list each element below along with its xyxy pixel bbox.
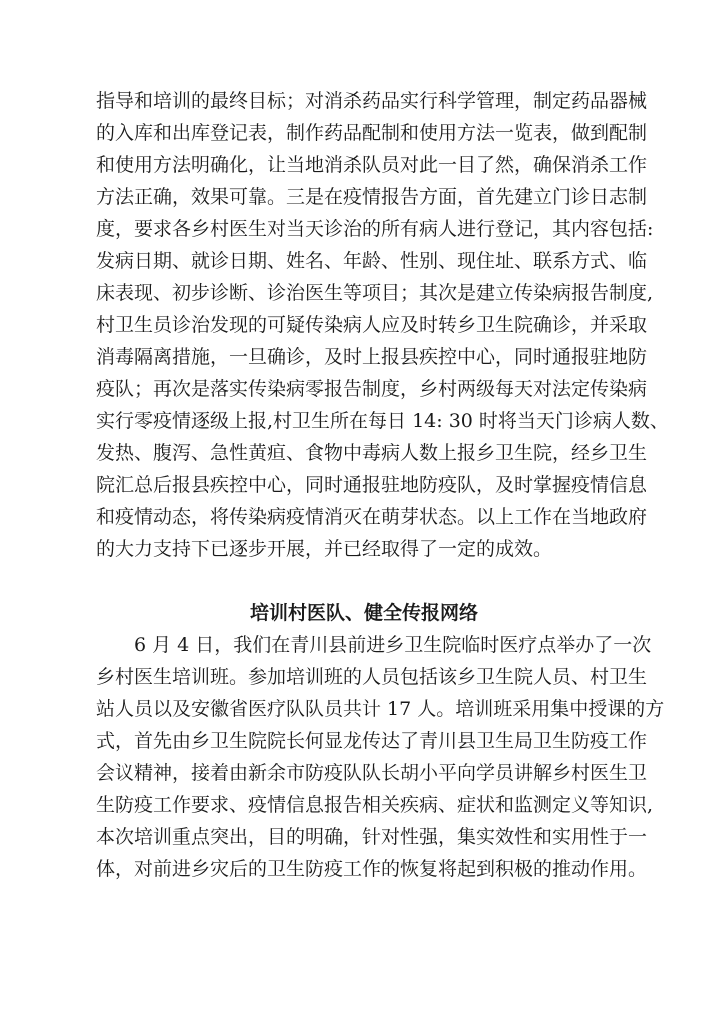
paragraph-1-line: 床表现、初步诊断、诊治医生等项目；其次是建立传染病报告制度, xyxy=(96,282,654,304)
paragraph-1-line: 村卫生员诊治发现的可疑传染病人应及时转乡卫生院确诊，并采取 xyxy=(96,314,648,336)
paragraph-2-line: 6 月 4 日，我们在青川县前进乡卫生院临时医疗点举办了一次 xyxy=(96,634,652,656)
paragraph-1-line: 发热、腹泻、急性黄疸、食物中毒病人数上报乡卫生院，经乡卫生 xyxy=(96,442,648,464)
paragraph-1-line: 发病日期、就诊日期、姓名、年龄、性别、现住址、联系方式、临 xyxy=(96,250,648,272)
paragraph-2-line: 体，对前进乡灾后的卫生防疫工作的恢复将起到积极的推动作用。 xyxy=(96,858,648,880)
paragraph-1-line: 和疫情动态，将传染病疫情消灭在萌芽状态。以上工作在当地政府 xyxy=(96,506,648,528)
section-heading: 培训村医队、健全传报网络 xyxy=(249,602,478,624)
paragraph-1-line: 指导和培训的最终目标；对消杀药品实行科学管理，制定药品器械 xyxy=(96,90,648,112)
paragraph-2-line: 站人员以及安徽省医疗队队员共计 17 人。培训班采用集中授课的方 xyxy=(96,698,665,720)
paragraph-1-line: 和使用方法明确化，让当地消杀队员对此一目了然，确保消杀工作 xyxy=(96,154,648,176)
paragraph-2-line: 生防疫工作要求、疫情信息报告相关疾病、症状和监测定义等知识, xyxy=(96,794,654,816)
paragraph-1-line: 方法正确，效果可靠。三是在疫情报告方面，首先建立门诊日志制 xyxy=(96,186,648,208)
paragraph-1-line: 实行零疫情逐级上报,村卫生所在每日 14: 30 时将当天门诊病人数、 xyxy=(96,410,669,432)
paragraph-1-line: 的入库和出库登记表，制作药品配制和使用方法一览表，做到配制 xyxy=(96,122,648,144)
paragraph-1-line: 院汇总后报县疾控中心，同时通报驻地防疫队，及时掌握疫情信息 xyxy=(96,474,648,496)
paragraph-1-line: 的大力支持下已逐步开展，并已经取得了一定的成效。 xyxy=(96,538,553,560)
paragraph-1-line: 消毒隔离措施，一旦确诊，及时上报县疾控中心，同时通报驻地防 xyxy=(96,346,648,368)
paragraph-2-line: 式，首先由乡卫生院院长何显龙传达了青川县卫生局卫生防疫工作 xyxy=(96,730,648,752)
paragraph-2-line: 本次培训重点突出，目的明确，针对性强，集实效性和实用性于一 xyxy=(96,826,648,848)
paragraph-2-line: 会议精神，接着由新余市防疫队队长胡小平向学员讲解乡村医生卫 xyxy=(96,762,648,784)
paragraph-2-line: 乡村医生培训班。参加培训班的人员包括该乡卫生院人员、村卫生 xyxy=(96,666,648,688)
paragraph-1-line: 度，要求各乡村医生对当天诊治的所有病人进行登记，其内容包括: xyxy=(96,218,654,240)
paragraph-1-line: 疫队；再次是落实传染病零报告制度，乡村两级每天对法定传染病 xyxy=(96,378,648,400)
